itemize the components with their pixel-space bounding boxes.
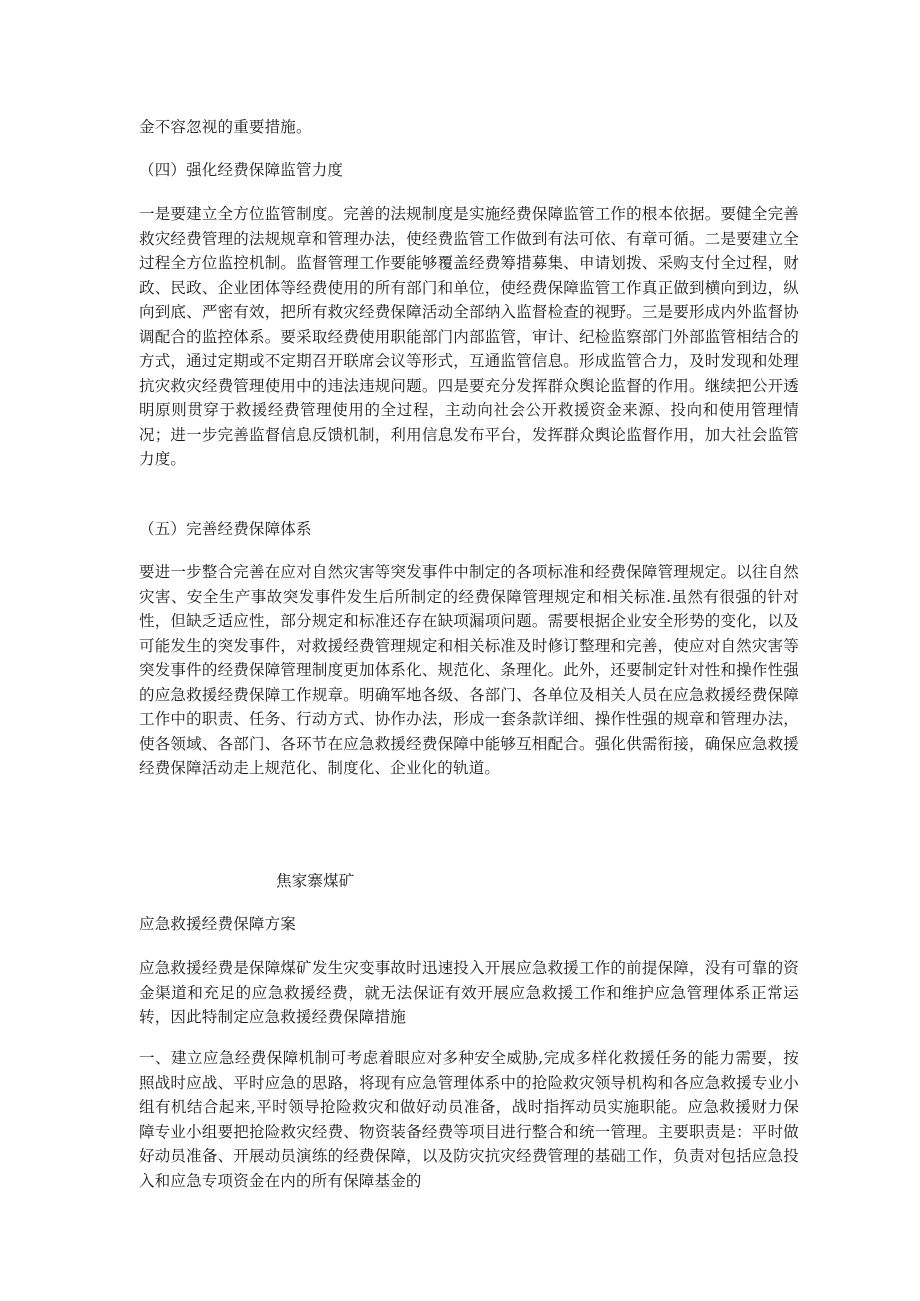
section-4-heading: （四）强化经费保障监管力度 (139, 161, 344, 179)
section-5-body: 要进一步整合完善在应对自然灾害等突发事件中制定的各项标准和经费保障管理规定。以往自然灾害、安全生产事故突发事件发生后所制定的经费保障管理规定和相关标准.虽然有很强的针对性，但缺乏适应性，部分规定和标准还存在缺项漏项问题。需要根据企业安全形势的变化，以及可能发生的突发事件，对救援经费管理规定和相关标准及时修订整理和完善，使应对自然灾害等突发事件的经费保障管理制度更加体系化、规范化、条理化。此外，还要制定针对性和操作性强的应急救援经费保障工作规章。明确军地各级、各部门、各单位及相关人员在应急救援经费保障工作中的职责、任务、行动方式、协作办法，形成一套条款详细、操作性强的规章和管理办法，使各领域、各部门、各环节在应急救援经费保障中能够互相配合。强化供需衔接，确保应急救援经费保障活动走上规范化、制度化、企业化的轨道。 (139, 563, 799, 777)
intro-paragraph: 应急救援经费是保障煤矿发生灾变事故时迅速投入开展应急救援工作的前提保障，没有可靠的资金渠道和充足的应急救援经费，就无法保证有效开展应急救援工作和维护应急管理体系正常运转，因此特制定应急救援经费保障措施 (139, 959, 799, 1026)
plan-title: 应急救援经费保障方案 (139, 915, 297, 933)
mine-name: 焦家寨煤矿 (276, 872, 355, 890)
continuation-text: 金不容忽视的重要措施。 (139, 118, 312, 136)
section-4-body: 一是要建立全方位监管制度。完善的法规制度是实施经费保障监管工作的根本依据。要健全完善救灾经费管理的法规规章和管理办法，使经费监管工作做到有法可依、有章可循。二是要建立全过程全方位监控机制。监督管理工作要能够覆盖经费筹措募集、申请划拨、采购支付全过程，财政、民政、企业团体等经费使用的所有部门和单位，使经费保障监管工作真正做到横向到边，纵向到底、严密有效，把所有救灾经费保障活动全部纳入监督检查的视野。三是要形成内外监督协调配合的监控体系。要采取经费使用职能部门内部监管，审计、纪检监察部门外部监管相结合的方式，通过定期或不定期召开联席会议等形式，互通监管信息。形成监管合力，及时发现和处理抗灾救灾经费管理使用中的违法违规问题。四是要充分发挥群众舆论监督的作用。继续把公开透明原则贯穿于救援经费管理使用的全过程，主动向社会公开救援资金来源、投向和使用管理情况；进一步完善监督信息反馈机制，利用信息发布平台，发挥群众舆论监督作用，加大社会监管力度。 (139, 205, 799, 468)
item-1-paragraph: 一、建立应急经费保障机制可考虑着眼应对多种安全威胁,完成多样化救援任务的能力需要，按照战时应战、平时应急的思路，将现有应急管理体系中的抢险救灾领导机构和各应急救援专业小组有机结合起来,平时领导抢险救灾和做好动员准备，战时指挥动员实施职能。应急救援财力保障专业小组要把抢险救灾经费、物资装备经费等项目进行整合和统一管理。主要职责是：平时做好动员准备、开展动员演练的经费保障，以及防灾抗灾经费管理的基础工作，负责对包括应急投入和应急专项资金在内的所有保障基金的 (139, 1049, 799, 1190)
section-5-heading: （五）完善经费保障体系 (139, 520, 312, 538)
